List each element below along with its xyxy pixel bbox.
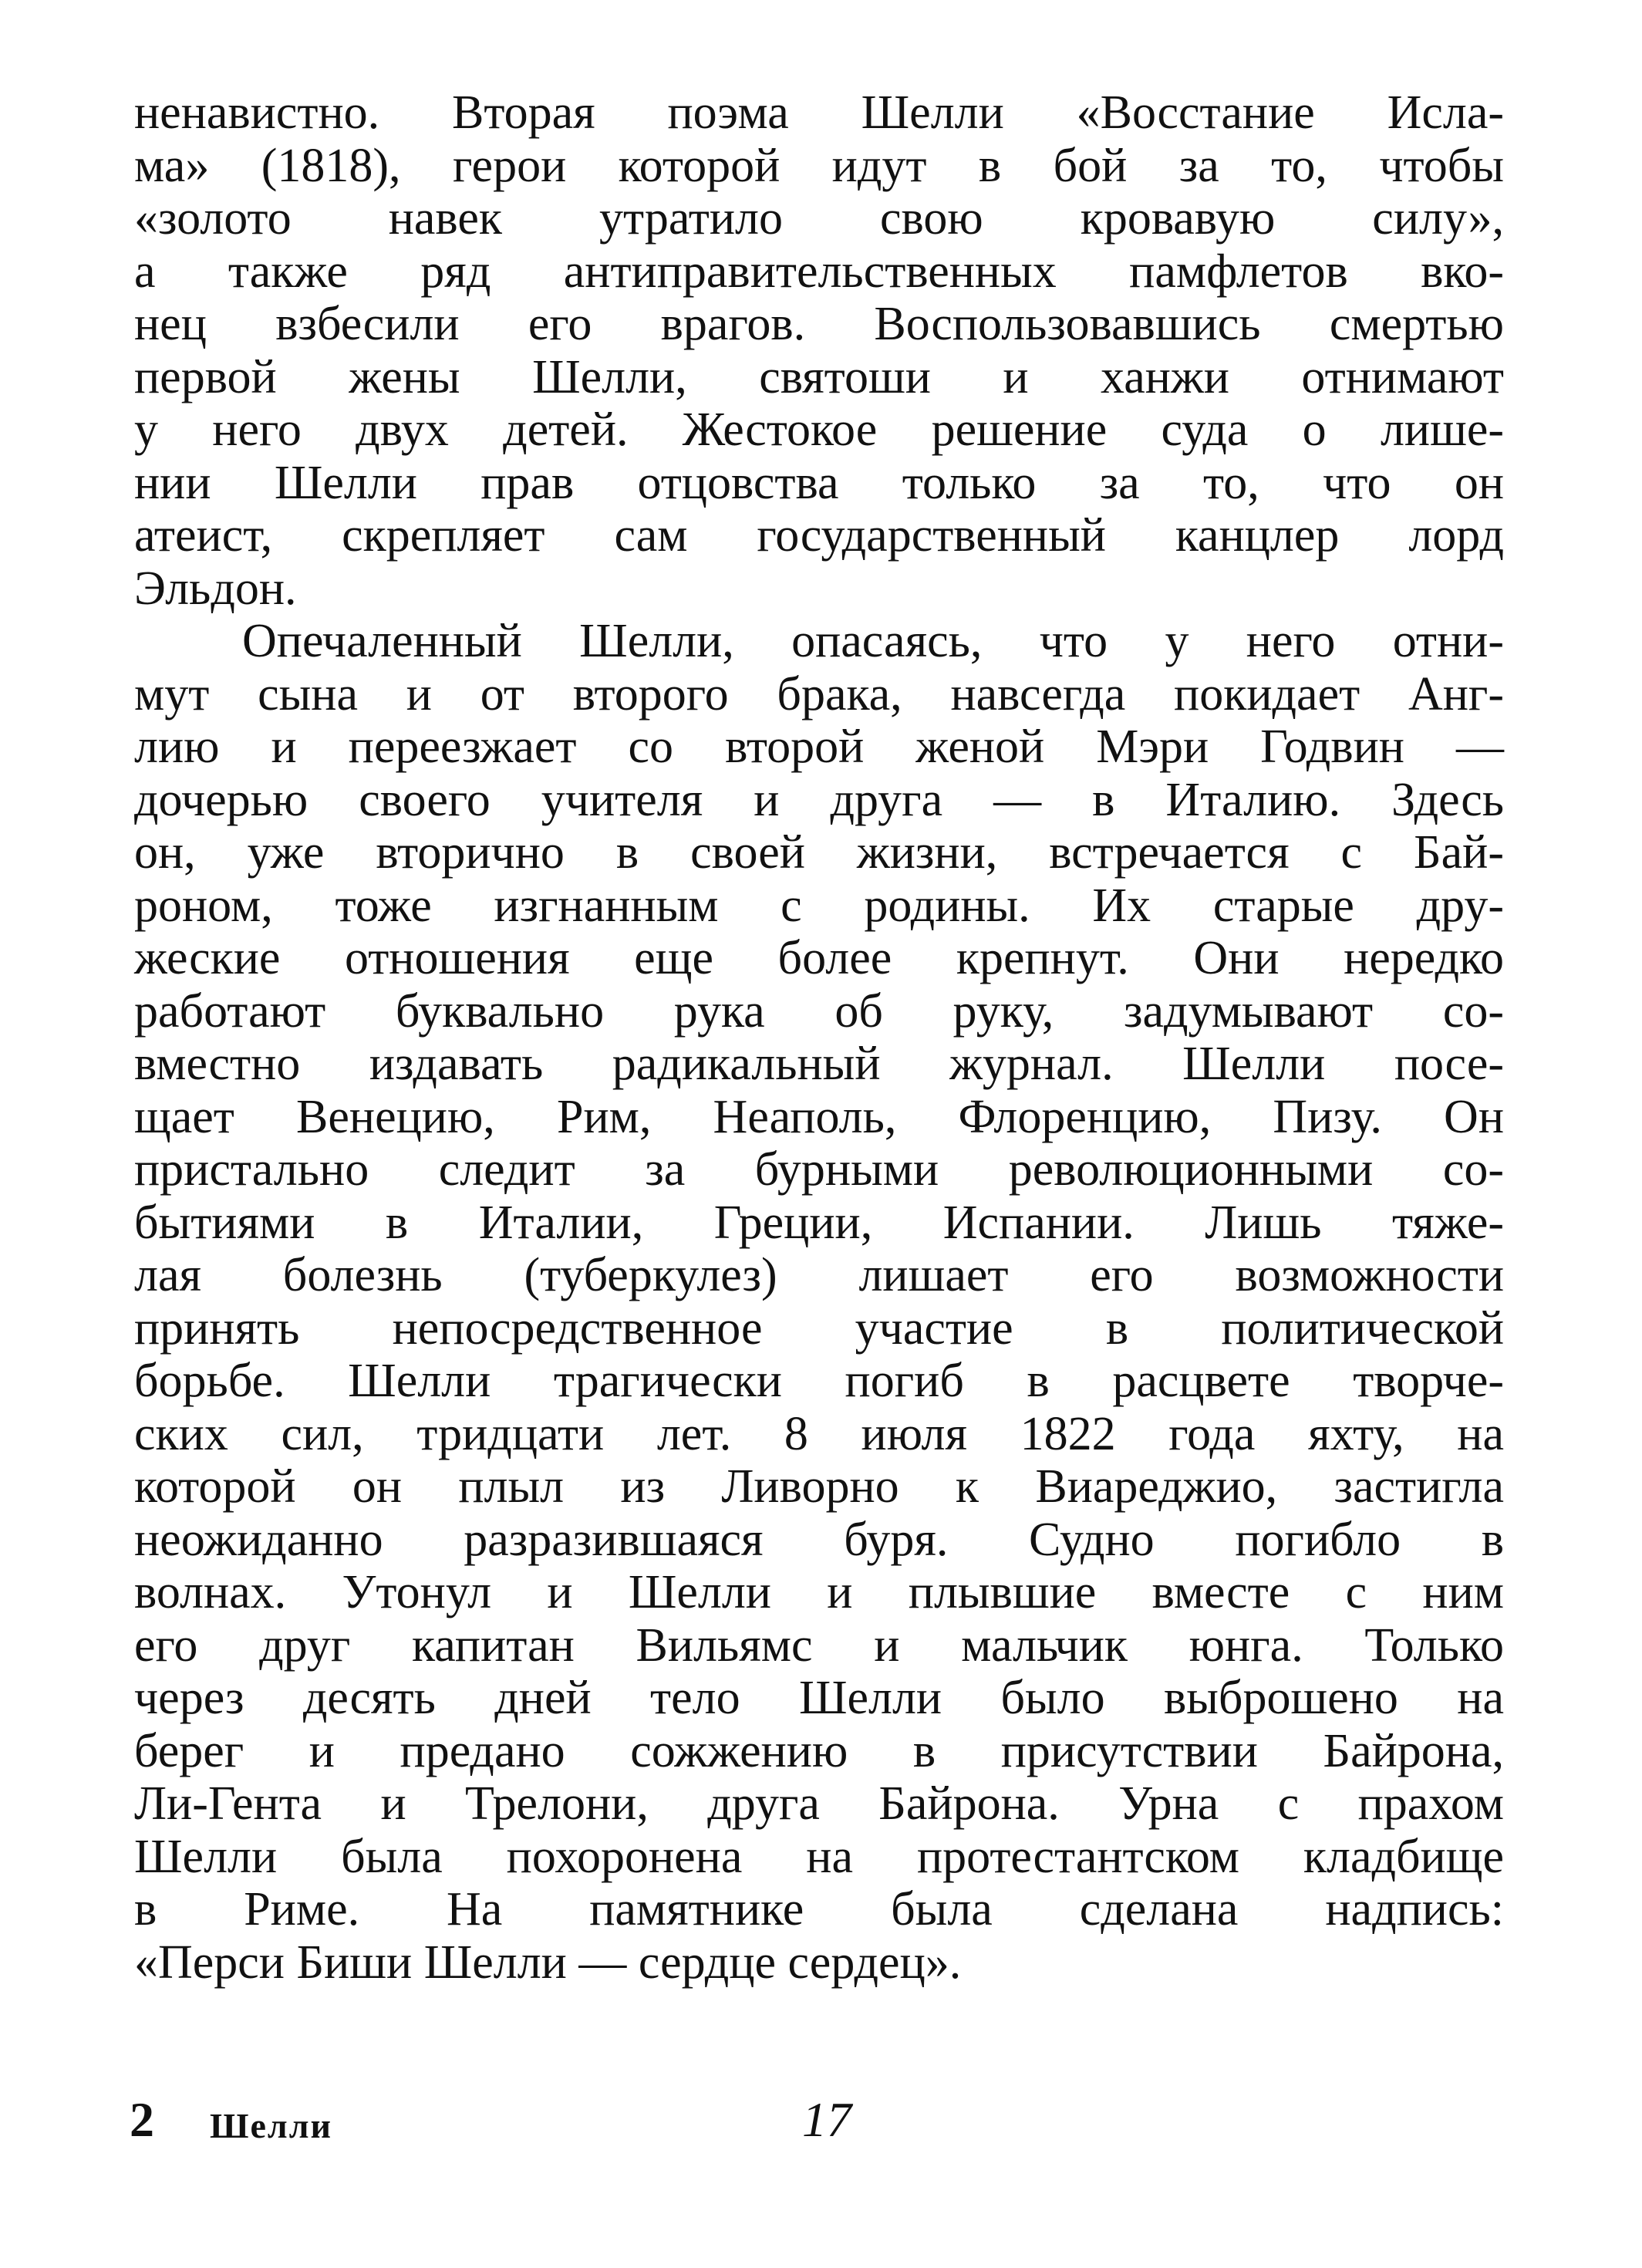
text-line: в Риме. На памятнике была сделана надпись: xyxy=(134,1883,1504,1936)
text-line: лию и переезжает со второй женой Мэри Годвин — xyxy=(134,721,1504,773)
text-line: а также ряд антиправительственных памфлетов вко- xyxy=(134,245,1504,298)
text-line: первой жены Шелли, святоши и ханжи отнимают xyxy=(134,350,1504,403)
paragraph-1 xyxy=(134,86,1504,615)
signature-number: 2 xyxy=(130,2092,154,2147)
text-line: роном, тоже изгнанным с родины. Их старые дру- xyxy=(134,879,1504,932)
page-footer xyxy=(0,2089,1642,2151)
text-line: борьбе. Шелли трагически погиб в расцвете творче- xyxy=(134,1355,1504,1407)
text-line: «Перси Биши Шелли — сердце сердец». xyxy=(134,1936,962,1989)
text-line: Опечаленный Шелли, опасаясь, что у него отни- xyxy=(242,615,1504,667)
text-line: ских сил, тридцати лет. 8 июля 1822 года яхту, на xyxy=(134,1407,1504,1460)
text-line: его друг капитан Вильямс и мальчик юнга. Только xyxy=(134,1618,1504,1672)
text-line: жеские отношения еще более крепнут. Они нередко xyxy=(134,932,1504,984)
text-line: вместно издавать радикальный журнал. Шелли посе- xyxy=(134,1038,1504,1090)
text-line: которой он плыл из Ливорно к Виареджио, застигла xyxy=(134,1460,1504,1513)
text-line: бытиями в Италии, Греции, Испании. Лишь тяже- xyxy=(134,1196,1504,1249)
text-line: волнах. Утонул и Шелли и плывшие вместе с ним xyxy=(134,1566,1504,1618)
text-line: мут сына и от второго брака, навсегда покидает Анг- xyxy=(134,667,1504,721)
page-number: 17 xyxy=(802,2092,851,2147)
text-line: щает Венецию, Рим, Неаполь, Флоренцию, Пизу. Он xyxy=(134,1090,1504,1143)
text-line: «золото навек утратило свою кровавую силу», xyxy=(134,192,1504,245)
text-line: берег и предано сожжению в присутствии Байрона, xyxy=(134,1724,1504,1777)
text-line: лая болезнь (туберкулез) лишает его возможности xyxy=(134,1249,1504,1301)
text-line: дочерью своего учителя и друга — в Италию. Здесь xyxy=(134,773,1504,826)
text-line: через десять дней тело Шелли было выброшено на xyxy=(134,1672,1504,1724)
text-line: он, уже вторично в своей жизни, встречается с Бай- xyxy=(134,826,1504,879)
text-line: принять непосредственное участие в политической xyxy=(134,1301,1504,1355)
text-line: ненавистно. Вторая поэма Шелли «Восстание Исла- xyxy=(134,86,1504,139)
paragraph-2 xyxy=(134,615,1504,1989)
signature-title: Шелли xyxy=(210,2106,333,2145)
main-text xyxy=(134,86,1504,1989)
text-line: неожиданно разразившаяся буря. Судно погибло в xyxy=(134,1513,1504,1566)
text-line: Эльдон. xyxy=(134,562,297,615)
text-line: Ли-Гента и Трелони, друга Байрона. Урна с прахом xyxy=(134,1777,1504,1830)
text-line: нии Шелли прав отцовства только за то, что он xyxy=(134,456,1504,509)
text-line: ма» (1818), герои которой идут в бой за то, чтобы xyxy=(134,139,1504,192)
text-line: нец взбесили его врагов. Воспользовавшись смертью xyxy=(134,298,1504,350)
text-line: пристально следит за бурными революционными со- xyxy=(134,1143,1504,1196)
text-line: работают буквально рука об руку, задумывают со- xyxy=(134,984,1504,1038)
text-line: Шелли была похоронена на протестантском кладбище xyxy=(134,1830,1504,1883)
text-line: атеист, скрепляет сам государственный канцлер лорд xyxy=(134,509,1504,562)
text-line: у него двух детей. Жестокое решение суда о лише- xyxy=(134,403,1504,456)
